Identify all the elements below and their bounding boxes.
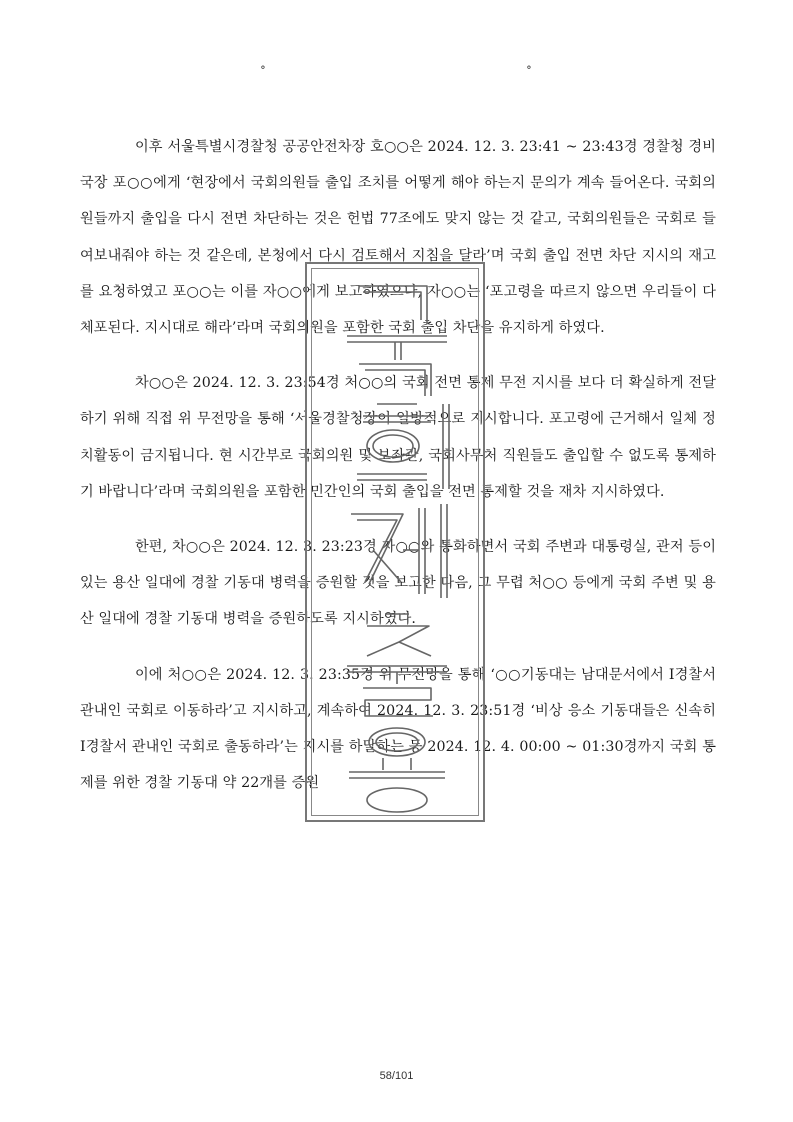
paragraph-2: 차○○은 2024. 12. 3. 23:54경 처○○의 국회 전면 통제 무전 지시를 보다 더 확실하게 전달하기 위해 직접 위 무전망을 통해 ‘서울경찰청장이 일방적으로 지시합니다. 포고령에 근거해서 일체 정치활동이 금지됩니다. 현 시간부로 국회의원 및 보좌관, 국회사무처 직원들도 출입할 수 없도록 통제하기 바랍니다’라며 국회의원을 포함한 민간인의 국회 출입을 전면 통제할 것을 재차 지시하였다. xyxy=(80,375,716,500)
header-mark-left: ∘ xyxy=(260,60,266,74)
paragraph-3: 한편, 차○○은 2024. 12. 3. 23:23경 자○○와 통화하면서 국회 주변과 대통령실, 관저 등이 있는 용산 일대에 경찰 기동대 병력을 증원할 것을 보고한 다음, 그 무렵 처○○ 등에게 국회 주변 및 용산 일대에 경찰 기동대 병력을 증원하도록 지시하였다. xyxy=(80,539,716,628)
document-body xyxy=(80,129,716,820)
page-number: 58/101 xyxy=(379,1070,414,1082)
paragraph-1: 이후 서울특별시경찰청 공공안전차장 호○○은 2024. 12. 3. 23:41 ~ 23:43경 경찰청 경비국장 포○○에게 ‘현장에서 국회의원들 출입 조치를 어떻게 해야 하는지 문의가 계속 들어온다. 국회의원들까지 출입을 다시 전면 차단하는 것은 헌법 77조에도 맞지 않는 것 같고, 국회의원들은 국회로 들여보내줘야 하는 것 같은데, 본청에서 다시 검토해서 지침을 달라’며 국회 출입 전면 차단 지시의 재고를 요청하였고 포○○는 이를 자○○에게 보고하였으나, 자○○는 ‘포고령을 따르지 않으면 우리들이 다 체포된다. 지시대로 해라’라며 국회의원을 포함한 국회 출입 차단을 유지하게 하였다. xyxy=(80,139,716,337)
header-mark-right: ∘ xyxy=(526,60,532,74)
paragraph-4: 이에 처○○은 2024. 12. 3. 23:35경 위 무전망을 통해 ‘○○기동대는 남대문서에서 I경찰서 관내인 국회로 이동하라’고 지시하고, 계속하여 2024. 12. 3. 23:51경 ‘비상 응소 기동대들은 신속히 I경찰서 관내인 국회로 출동하라’는 지시를 하달하는 등 2024. 12. 4. 00:00 ~ 01:30경까지 국회 통제를 위한 경찰 기동대 약 22개를 증원 xyxy=(80,666,716,792)
